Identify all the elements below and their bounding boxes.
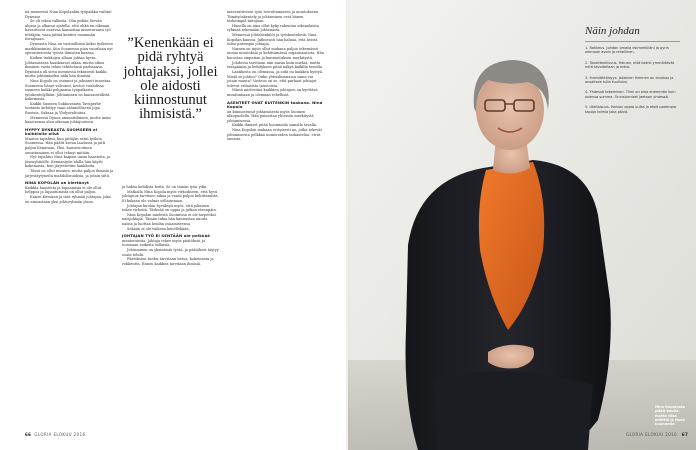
folio-right (626, 432, 688, 437)
right-page-photo (348, 0, 696, 450)
sidebar-item: 2. Tavoitteellisuus. Haluan, että kaikki ymmärtävät mitä tavoitellaan ja miksi. (585, 60, 675, 70)
spread-gutter (346, 0, 350, 450)
sidebar-item: 4. Yhdessä tekeminen. Tiimi on aina enemmän kuin osiensa summa. Onnistumiset jaetaan yhdessä. (585, 90, 676, 99)
sidebar-item: 3. Ihmislähtöisyys. Jokainen ihminen on arvokas ja ansaitsee tulla kuulluksi. (585, 75, 674, 85)
paragraph: Muutos tapahtui, kun jättäjän astui työhön Suomessa. Hän päätti kovaa laadusta ja jätti paljon Kemiraan. Yksi, kuusivuotinen onnistuminen ei ollut tehnyt mitään. (25, 136, 106, 155)
paragraph: Tässä on ollut muuten, mutta paljon ihmisiä ja järjestäytyneitä mahdollisuuksia, ja jotain siitä. (25, 169, 114, 178)
article-column-3 (227, 10, 324, 142)
sidebar-item: 1. Rohkeus. Johdan omalla esimerkilläni ja pyrin olemaan avoin ja rehellinen. (585, 46, 669, 55)
paragraph: Nina Kopolan mukaan erityisesti ne, jotka tekevät johtamisesta pelkkää numeroiden tarkastelua, eivät onnistu. (227, 128, 322, 142)
paragraph: mäveratiivisen työn toteuttamiseen ja muutokseen. Tiimityöskentely ja johtaminen ovat hänen tärkeimpiä taitojaan. (227, 10, 320, 24)
paragraph: Nainen on myös ollut mukana paljon tekemässä monia muutoksia ja kehittämässä organisaatiota. Hän korostaa empatian ja kunnioituksen merkitystä. (227, 46, 324, 61)
paragraph: Se oli oikea valkinta. Olin pitkän Sievän alussa ja alkanut ajatella, että ehkä en oikeaan havaittavat osaavaa kannattaa niinseuraava työ tehtäjiin, vaan jättää kenties enemmän tiivaijoaan. (25, 19, 111, 42)
paragraph: mentorointia. Johtaja tekee myös päätöksiä, ja toisinaan vaikeita sellaisia. (122, 238, 206, 248)
paragraph: nä meneessä Nina Kopolankin työpaikka vaihtui Dynease. (25, 10, 112, 19)
paragraph: ja hakea kehdista heitä. Se on tämän työn ydin. (122, 185, 208, 189)
magazine-issue: GLORIA ELOKUU 2016 (34, 432, 86, 437)
paragraph: Matkalla Nina Kopola myös virkoikseen, että hyvä johtajuus tarvitsee aikaa ja vaatii paljon kehittämistä. Ei kukaan ole valmis sellaisenaan. (122, 189, 219, 203)
paragraph: Kaikkia haasteita ja tapaamisia ei ole ollut helppoa ja lupautumista on ollut paljon. (25, 185, 102, 195)
paragraph: Kaikki Suomen Sukkuvaarin Tavuperhe tuotanto kehittyy vaan säännöllisesti jopa Ruotsia, Saksaa ja Yhdysvaltoissa. (25, 101, 101, 115)
paragraph: Sekään ei ole vaikeaa kenellekään. (127, 226, 190, 231)
paragraph: Mennessä Dynea ammattilainen, mutta meni haasteensa alan oikeaan johtajuuteen. (25, 115, 111, 125)
paragraph: Hänellä on aina ollut kyky rakentaa oikeanlaista ryhmää tekemään johtamista. (227, 23, 319, 33)
pull-quote: ”Kenenkään ei pidä ryhtyä johtajaksi, jollei ole aidosti kiinnostunut ihmisistä.” (123, 35, 218, 123)
article-column-2 (122, 185, 219, 267)
paragraph: Johtajan kuuluu hyväksyä myös, että jokainen tekee virheitä. Tärkeää on oppia ja jatkaa eteenpäin. (122, 203, 217, 213)
section-subhead: JOHTAJAN TYÖ EI SENTÄÄN ole pelkkää (122, 233, 210, 239)
page-number: 66 (25, 432, 32, 437)
trousers (433, 371, 593, 450)
paragraph: on kiinnostunut johtamisesta myös Suomen ulkopuolella. Hän painottaa yhteisön merkitystä johtamisessa. (227, 109, 314, 123)
paragraph: Nina Kopolan mielestä Suomessa ei ole tarpeeksi naisjohtajia. Tämän takia hän kannustaa nuoria naisia ja luottaa heidän osaamiseensa. (122, 212, 216, 226)
magazine-issue: GLORIA ELOKUU 2016 (626, 432, 678, 437)
paragraph: Nyt tapahtui Nina kaipasi uusia haasteita, ja jäsenyhtiöille. Kemiantyön alalla hän käytti kokemusta, kun järjestettiin hankkeita. (25, 155, 111, 169)
paragraph: Nämä mielestäni kaikkien johtajien on kyettävä muuttumaan ja olemaan rehellisiä. (227, 88, 318, 97)
photo-caption: Nina Kopolasta pitää kuulla, mutta tilaa miettiä ja itseä kuunnella. (655, 405, 685, 427)
sidebar-item: 5. Uteliaisuus. Haluan oppia uutta ja etsiä parempia tapoja toimia joka päivä. (585, 105, 677, 114)
paragraph: Nina Kopola on osannut ja jaksanut innostaa. Suomessa hänet valvonut, kertoo vauhdissa saaneen kaikki pohjaansa työpaikasta työskentelyllään. Johtaminen on kansainvälistä kokemusta. (25, 78, 112, 102)
divider (585, 41, 680, 42)
paragraph: Johtaminen on yksinäistä työtä, ja päätökset täytyy osata tehdä. (122, 248, 219, 257)
paragraph: Päätöksien tueksi tarvitaan tietoa, kokemusta ja rohkeutta. Ennen kaikkea tarvitaan ihmisiä. (122, 257, 214, 266)
article-column-1 (25, 10, 114, 204)
paragraph: Laatikosta on olemassa, ja siitä on kaikkea hyötyä. Mistä se johtuu? Onko yhteiskunnassa sama vai jotain muuta? Vastaus on se, että parhaat johtajat tulevat erilaisista taustoista. (227, 70, 324, 88)
section-subhead: ASENTEET OVAT KUITENKIN taakana. Nina Kopola (227, 99, 323, 110)
paragraph: Kaiken tiukkojen allaan johtaa hyvin. Johtamisessa haaskaavat aikaa, mutta oikea ihminen vasta tekee tehtävänsä parhaansa. Dyneasta oli sieta mennessä teknisesti kaikki, mutta johtamiseksi näki hän ihmisiä. (25, 56, 108, 79)
paragraph: Johdossa tarvitaan niin naisia kuin miehiä, mutta tasapainon ja kehityksen pitää näkyä kaikilla tasoilla. (227, 60, 324, 70)
page-number: 67 (681, 432, 689, 437)
folio-left (25, 432, 85, 437)
sidebar-title: Näin johdan (585, 25, 640, 37)
paragraph: Ennen Kemiran ja tätä ryhmää johtajan, joka on ainoastaan yksi johtoryhmän jäsen. (25, 195, 111, 204)
paragraph: Kaikki ihmiset pitää huomioida samalla tavalla. (232, 123, 318, 128)
paragraph: Dyneasta Nina on vastuullinen keksi työkseen markkinoimisi. Siin Suomessa pian vuorilaan nyt operatiivisesta työstä ihmisten kanssa. (25, 42, 113, 56)
section-subhead: HYPPY DYNEASTA SUOMSEEN ei kaikkialle ollut (25, 126, 98, 137)
paragraph: Mennessä johtohenkilöt ja työskentelevät Nina Kopolan kanssa. Jatkuvasti hän haluaa, että heistä tulee parempia johtajia. (227, 33, 318, 47)
sidebar-box (585, 25, 680, 120)
section-subhead: NINA KOPOLAN on kiertänyt (25, 180, 89, 186)
